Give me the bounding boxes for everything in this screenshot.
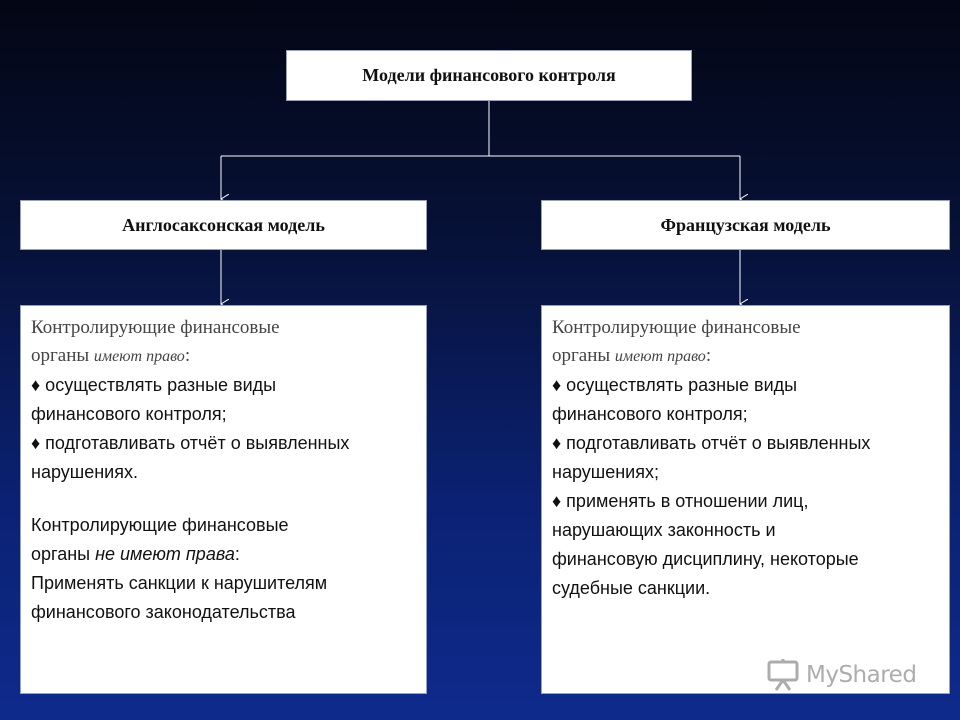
french-details-box xyxy=(541,305,950,694)
left-sanction-line1: Применять санкции к нарушителям xyxy=(31,573,328,593)
left-no-rights-emphasis: не имеют права xyxy=(95,544,235,564)
presentation-icon xyxy=(766,658,800,692)
left-no-rights-line1: Контролирующие финансовые xyxy=(31,515,289,535)
right-bullet-line: ♦ осуществлять разные виды xyxy=(552,375,798,395)
root-model-box xyxy=(286,50,692,101)
left-rights-emphasis: имеют право xyxy=(93,348,185,365)
left-intro-line2: органы имеют право: xyxy=(31,345,191,366)
left-bullet-line: ♦ осуществлять разные виды xyxy=(31,375,277,395)
french-model-box xyxy=(541,200,950,250)
left-bullet-line: финансового контроля; xyxy=(31,404,227,424)
left-intro-line1: Контролирующие финансовые xyxy=(31,317,280,338)
left-bullet-line: нарушениях. xyxy=(31,462,138,482)
right-bullet-line: ♦ подготавливать отчёт о выявленных xyxy=(552,433,871,453)
myshared-watermark xyxy=(766,655,916,695)
right-rights-emphasis: имеют право xyxy=(614,348,706,365)
right-bullet-line: ♦ применять в отношении лиц, xyxy=(552,491,809,511)
right-bullet-line: судебные санкции. xyxy=(552,578,711,598)
right-bullet-line: финансовую дисциплину, некоторые xyxy=(552,549,859,569)
left-bullet-line: ♦ подготавливать отчёт о выявленных xyxy=(31,433,350,453)
right-intro-line1: Контролирующие финансовые xyxy=(552,317,801,338)
root-model-title: Модели финансового контроля xyxy=(362,65,616,85)
left-no-rights-line2: органы не имеют права: xyxy=(31,544,240,564)
right-bullet-line: нарушениях; xyxy=(552,462,659,482)
anglo-saxon-details-box xyxy=(20,305,427,694)
right-bullet-line: финансового контроля; xyxy=(552,404,748,424)
watermark-text: MyShared xyxy=(806,662,917,688)
right-bullet-line: нарушающих законность и xyxy=(552,520,776,540)
anglo-saxon-model-title: Англосаксонская модель xyxy=(122,214,325,235)
right-intro-line2: органы имеют право: xyxy=(552,345,712,366)
left-sanction-line2: финансового законодательства xyxy=(31,602,296,622)
anglo-saxon-model-box xyxy=(20,200,427,250)
french-model-title: Французская модель xyxy=(660,214,831,235)
